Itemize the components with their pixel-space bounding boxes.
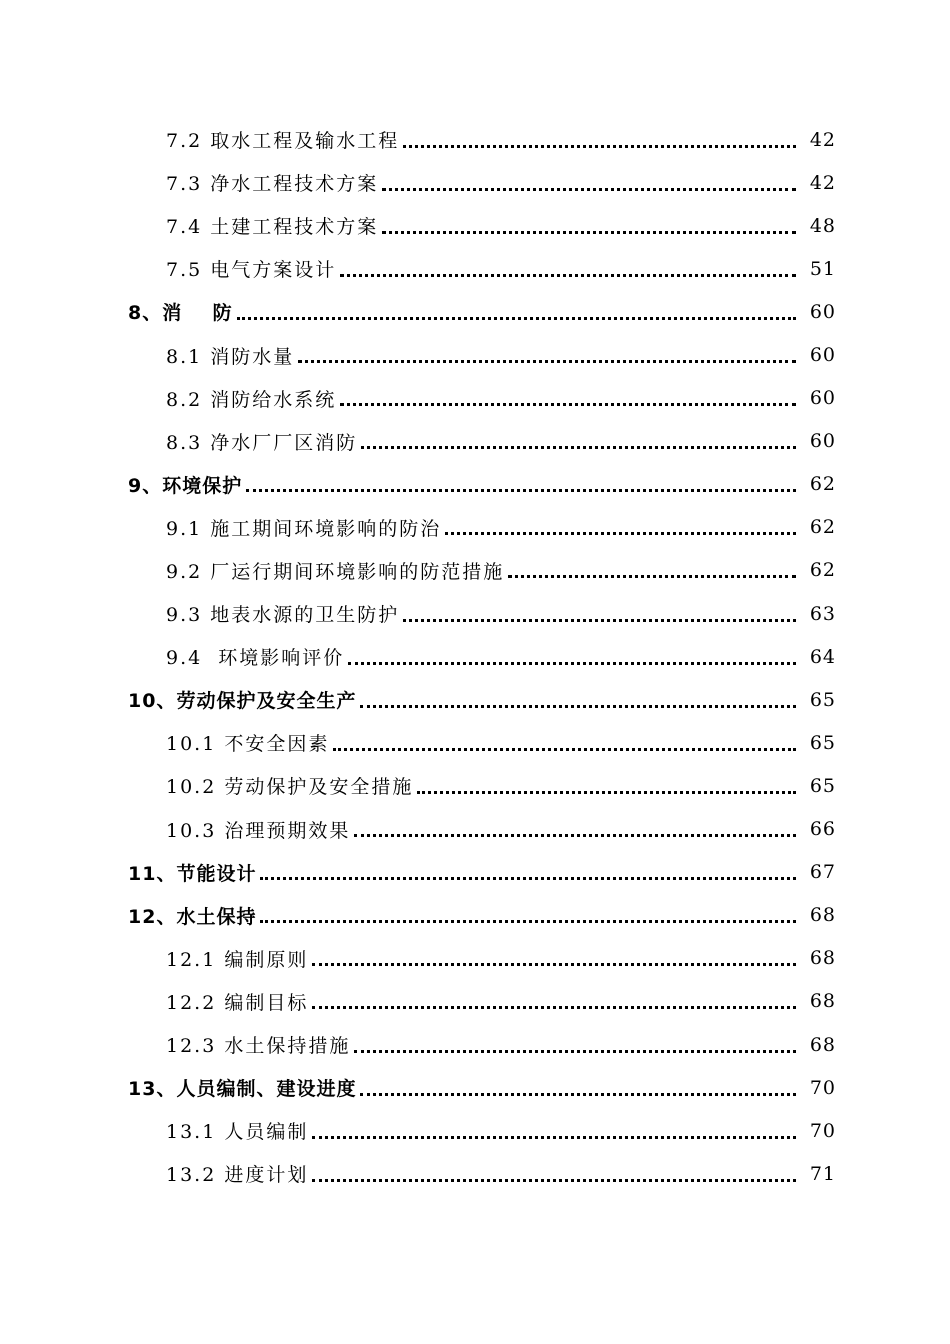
toc-dot-leader [340, 273, 796, 277]
toc-entry-title: 12.1 编制原则 [166, 948, 309, 971]
toc-chapter-entry[interactable] [0, 894, 950, 937]
toc-entry-page-number: 71 [809, 1162, 836, 1185]
toc-entry-title: 9.4 环境影响评价 [166, 647, 345, 670]
toc-entry-page-number: 62 [809, 473, 836, 496]
toc-entry-page-number: 42 [809, 128, 836, 151]
toc-entry-page-number: 64 [809, 645, 836, 668]
toc-entry-page-number: 66 [809, 818, 836, 841]
toc-dot-leader [354, 1049, 796, 1053]
toc-dot-leader [298, 359, 796, 363]
toc-entry-page-number: 48 [809, 214, 836, 237]
toc-section-entry[interactable] [0, 549, 950, 592]
toc-dot-leader [260, 919, 796, 923]
toc-entry-page-number: 70 [809, 1119, 836, 1142]
toc-section-entry[interactable] [0, 721, 950, 764]
toc-dot-leader [348, 661, 796, 665]
toc-entry-title: 10.1 不安全因素 [166, 733, 330, 756]
toc-section-entry[interactable] [0, 204, 950, 247]
toc-entry-title: 12、水土保持 [128, 905, 257, 928]
toc-chapter-entry[interactable] [0, 463, 950, 506]
toc-dot-leader [360, 1092, 796, 1096]
toc-chapter-entry[interactable] [0, 678, 950, 721]
toc-section-entry[interactable] [0, 592, 950, 635]
toc-entry-page-number: 65 [809, 774, 836, 797]
toc-dot-leader [312, 1135, 796, 1139]
toc-entry-title: 8.1 消防水量 [166, 345, 295, 368]
toc-entry-page-number: 68 [809, 947, 836, 970]
toc-dot-leader [312, 962, 796, 966]
toc-section-entry[interactable] [0, 377, 950, 420]
toc-entry-page-number: 42 [809, 171, 836, 194]
toc-entry-title: 13、人员编制、建设进度 [128, 1078, 357, 1101]
toc-dot-leader [382, 187, 796, 191]
toc-entry-page-number: 70 [809, 1076, 836, 1099]
toc-dot-leader [246, 488, 796, 492]
toc-section-entry[interactable] [0, 808, 950, 851]
toc-entry-title: 7.5 电气方案设计 [166, 259, 337, 282]
toc-entry-title: 8.2 消防给水系统 [166, 388, 337, 411]
toc-entry-page-number: 60 [809, 300, 836, 323]
toc-entry-page-number: 51 [809, 257, 836, 280]
toc-dot-leader [312, 1005, 796, 1009]
toc-entry-page-number: 67 [809, 861, 836, 884]
toc-entry-title: 9.1 施工期间环境影响的防治 [166, 517, 442, 540]
toc-entry-page-number: 68 [809, 904, 836, 927]
toc-section-entry[interactable] [0, 118, 950, 161]
toc-section-entry[interactable] [0, 506, 950, 549]
toc-entry-title: 10.2 劳动保护及安全措施 [166, 776, 414, 799]
toc-entry-page-number: 62 [809, 559, 836, 582]
toc-section-entry[interactable] [0, 333, 950, 376]
table-of-contents [0, 118, 950, 1195]
toc-dot-leader [237, 316, 796, 320]
toc-entry-page-number: 65 [809, 688, 836, 711]
toc-chapter-entry[interactable] [0, 851, 950, 894]
toc-entry-page-number: 60 [809, 387, 836, 410]
toc-entry-title: 8、消 防 [128, 302, 233, 325]
toc-section-entry[interactable] [0, 980, 950, 1023]
toc-dot-leader [403, 144, 796, 148]
toc-section-entry[interactable] [0, 420, 950, 463]
toc-section-entry[interactable] [0, 161, 950, 204]
toc-entry-title: 7.2 取水工程及输水工程 [166, 130, 400, 153]
toc-dot-leader [354, 833, 796, 837]
toc-section-entry[interactable] [0, 635, 950, 678]
toc-entry-title: 9.2 厂运行期间环境影响的防范措施 [166, 560, 505, 583]
toc-section-entry[interactable] [0, 1023, 950, 1066]
toc-entry-title: 8.3 净水厂厂区消防 [166, 431, 358, 454]
toc-entry-page-number: 63 [809, 602, 836, 625]
toc-entry-title: 7.3 净水工程技术方案 [166, 173, 379, 196]
toc-section-entry[interactable] [0, 764, 950, 807]
toc-dot-leader [445, 531, 796, 535]
toc-section-entry[interactable] [0, 247, 950, 290]
toc-entry-title: 9、环境保护 [128, 474, 243, 497]
toc-entry-page-number: 60 [809, 344, 836, 367]
toc-entry-title: 12.2 编制目标 [166, 991, 309, 1014]
toc-dot-leader [382, 230, 796, 234]
toc-dot-leader [361, 445, 796, 449]
toc-dot-leader [360, 704, 796, 708]
toc-dot-leader [403, 618, 796, 622]
toc-entry-page-number: 68 [809, 1033, 836, 1056]
toc-entry-title: 10.3 治理预期效果 [166, 819, 351, 842]
toc-entry-title: 7.4 土建工程技术方案 [166, 216, 379, 239]
toc-chapter-entry[interactable] [0, 290, 950, 333]
toc-entry-title: 9.3 地表水源的卫生防护 [166, 604, 400, 627]
toc-entry-title: 10、劳动保护及安全生产 [128, 690, 357, 713]
toc-entry-page-number: 68 [809, 990, 836, 1013]
toc-dot-leader [333, 747, 796, 751]
toc-entry-page-number: 65 [809, 731, 836, 754]
toc-section-entry[interactable] [0, 1109, 950, 1152]
toc-entry-title: 13.1 人员编制 [166, 1121, 309, 1144]
toc-entry-title: 12.3 水土保持措施 [166, 1035, 351, 1058]
toc-entry-page-number: 62 [809, 516, 836, 539]
toc-dot-leader [312, 1178, 796, 1182]
toc-dot-leader [260, 876, 796, 880]
toc-entry-title: 13.2 进度计划 [166, 1164, 309, 1187]
toc-entry-page-number: 60 [809, 430, 836, 453]
toc-dot-leader [508, 574, 796, 578]
toc-dot-leader [417, 790, 796, 794]
toc-entry-title: 11、节能设计 [128, 862, 257, 885]
toc-section-entry[interactable] [0, 937, 950, 980]
toc-section-entry[interactable] [0, 1152, 950, 1195]
toc-dot-leader [340, 402, 796, 406]
toc-chapter-entry[interactable] [0, 1066, 950, 1109]
